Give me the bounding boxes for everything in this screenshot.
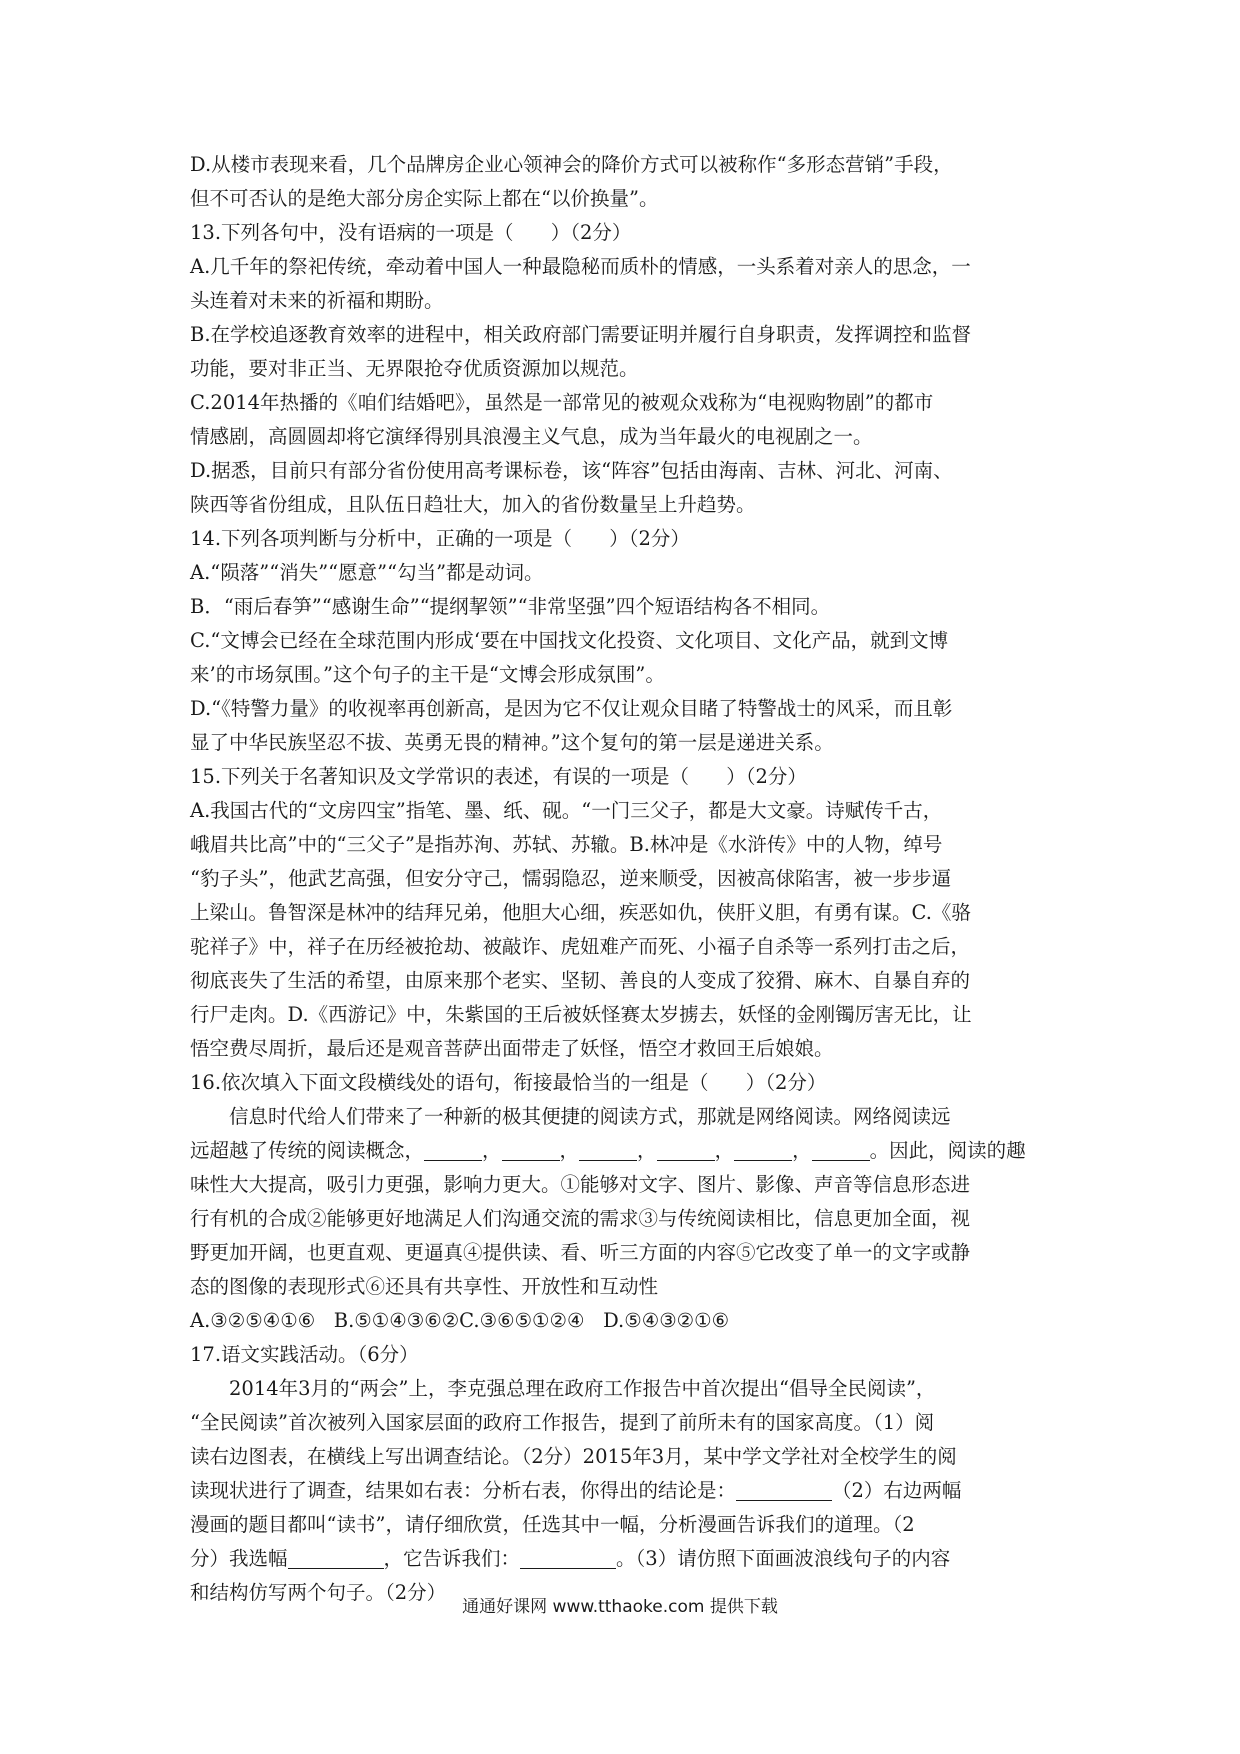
option-a-line: A.“陨落”“消失”“愿意”“勾当”都是动词。 (190, 561, 544, 584)
option-b-line: B．“雨后春笋”“感谢生命”“提纲挈领”“非常坚强”四个短语结构各不相同。 (190, 595, 831, 618)
option-d-line: 显了中华民族坚忍不拔、英勇无畏的精神。”这个复句的第一层是递进关系。 (190, 731, 834, 754)
separator: ， (714, 1139, 735, 1162)
text-line: 读右边图表，在横线上写出调查结论。（2分）2015年3月，某中学文学社对全校学生的阅 (190, 1445, 957, 1468)
question-16 (190, 1066, 1056, 1338)
option-a-line: A.几千年的祭祀传统，牵动着中国人一种最隐秘而质朴的情感，一头系着对亲人的思念，一 (190, 255, 971, 278)
text-line: “豹子头”，他武艺高强，但安分守己，懦弱隐忍，逆来顺受，因被高俅陷害，被一步步逼 (190, 867, 951, 890)
answer-options: A.③②⑤④①⑥ B.⑤①④③⑥②C.③⑥⑤①②④ D.⑤④③②①⑥ (190, 1309, 730, 1332)
separator: ， (559, 1139, 580, 1162)
separator: ， (637, 1139, 657, 1162)
text-line: 彻底丧失了生活的希望，由原来那个老实、坚韧、善良的人变成了狡猾、麻木、自暴自弃的 (190, 969, 971, 992)
fill-blank[interactable] (657, 1138, 715, 1161)
passage-line: 信息时代给人们带来了一种新的极其便捷的阅读方式，那就是网络阅读。网络阅读远 (229, 1105, 951, 1128)
question-stem: 15.下列关于名著知识及文学常识的表述，有误的一项是（ ）（2分） (190, 765, 807, 788)
fill-blank[interactable] (812, 1138, 870, 1161)
text-line: 漫画的题目都叫“读书”，请仔细欣赏，任选其中一幅，分析漫画告诉我们的道理。（2 (190, 1513, 915, 1536)
fill-blank[interactable] (579, 1138, 637, 1161)
text-line: A.我国古代的“文房四宝”指笔、墨、纸、砚。“一门三父子，都是大文豪。诗赋传千古， (190, 799, 943, 822)
text-line: 峨眉共比高”中的“三父子”是指苏洵、苏轼、苏辙。B.林冲是《水浒传》中的人物，绰号 (190, 833, 943, 856)
passage-text: 远超越了传统的阅读概念， (190, 1139, 425, 1162)
question-14 (190, 522, 1056, 760)
passage-line: 态的图像的表现形式⑥还具有共享性、开放性和互动性 (190, 1275, 659, 1298)
exam-page (190, 148, 1056, 1610)
fill-blank[interactable] (424, 1138, 482, 1161)
page-footer: 通通好课网 www.tthaoke.com 提供下载 (462, 1597, 778, 1617)
option-d-line: 陕西等省份组成，且队伍日趋壮大，加入的省份数量呈上升趋势。 (190, 493, 756, 516)
option-c-line: 来’的市场氛围。”这个句子的主干是“文博会形成氛围”。 (190, 663, 665, 686)
question-stem: 14.下列各项判断与分析中，正确的一项是（ ）（2分） (190, 527, 690, 550)
text-segment: 分）我选幅 (190, 1547, 288, 1570)
answer-blank[interactable] (736, 1478, 832, 1501)
text-segment: 读现状进行了调查，结果如右表：分析右表，你得出的结论是： (190, 1479, 737, 1502)
text-line: 悟空费尽周折，最后还是观音菩萨出面带走了妖怪，悟空才救回王后娘娘。 (190, 1037, 834, 1060)
text-line: 上梁山。鲁智深是林冲的结拜兄弟，他胆大心细，疾恶如仇，侠肝义胆，有勇有谋。C.《骆 (190, 901, 971, 924)
text-line-with-blank (190, 1474, 1056, 1508)
text-line-with-blanks (190, 1542, 1056, 1576)
fill-blank[interactable] (734, 1138, 792, 1161)
question-17 (190, 1338, 1056, 1610)
option-b-line: B.在学校追逐教育效率的进程中，相关政府部门需要证明并履行自身职责，发挥调控和监督 (190, 323, 972, 346)
question-12-option-d (190, 148, 1056, 216)
text-line: 驼祥子》中，祥子在历经被抢劫、被敲诈、虎妞难产而死、小福子自杀等一系列打击之后， (190, 935, 971, 958)
option-d-line: D.“《特警力量》的收视率再创新高，是因为它不仅让观众目睹了特警战士的风采，而且彰 (190, 697, 953, 720)
answer-blank[interactable] (288, 1546, 384, 1569)
fill-blank[interactable] (502, 1138, 560, 1161)
option-c-line: C.2014年热播的《咱们结婚吧》，虽然是一部常见的被观众戏称为“电视购物剧”的都市 (190, 391, 934, 414)
separator: ， (792, 1139, 812, 1162)
text-line: D.从楼市表现来看，几个品牌房企业心领神会的降价方式可以被称作“多形态营销”手段， (190, 153, 953, 176)
text-line: 但不可否认的是绝大部分房企实际上都在“以价换量”。 (190, 187, 659, 210)
question-stem: 13.下列各句中，没有语病的一项是（ ）（2分） (190, 221, 632, 244)
option-a-line: 头连着对未来的祈福和期盼。 (190, 289, 444, 312)
option-d-line: D.据悉，目前只有部分省份使用高考课标卷，该“阵容”包括由海南、吉林、河北、河南、 (190, 459, 953, 482)
answer-blank[interactable] (520, 1546, 616, 1569)
option-c-line: C.“文博会已经在全球范围内形成‘要在中国找文化投资、文化项目、文化产品，就到文博 (190, 629, 949, 652)
text-segment: 。（3）请仿照下面画波浪线句子的内容 (616, 1547, 951, 1570)
option-c-line: 情感剧，高圆圆却将它演绎得别具浪漫主义气息，成为当年最火的电视剧之一。 (190, 425, 873, 448)
passage-text: 。因此，阅读的趣 (869, 1139, 1026, 1162)
passage-line: 行有机的合成②能够更好地满足人们沟通交流的需求③与传统阅读相比，信息更加全面，视 (190, 1207, 971, 1230)
separator: ， (482, 1139, 502, 1162)
text-line: 行尸走肉。D.《西游记》中，朱紫国的王后被妖怪赛太岁掳去，妖怪的金刚镯厉害无比，让 (190, 1003, 972, 1026)
text-line: 和结构仿写两个句子。（2分） (190, 1581, 447, 1604)
passage-line: 味性大大提高，吸引力更强，影响力更大。①能够对文字、图片、影像、声音等信息形态进 (190, 1173, 971, 1196)
option-b-line: 功能，要对非正当、无界限抢夺优质资源加以规范。 (190, 357, 639, 380)
text-segment: （2）右边两幅 (832, 1479, 962, 1502)
passage-line: 野更加开阔，也更直观、更逼真④提供读、看、听三方面的内容⑤它改变了单一的文字或静 (190, 1241, 971, 1264)
question-15 (190, 760, 1056, 1066)
text-line: “全民阅读”首次被列入国家层面的政府工作报告，提到了前所未有的国家高度。（1）阅 (190, 1411, 935, 1434)
question-stem: 16.依次填入下面文段横线处的语句，衔接最恰当的一组是（ ）（2分） (190, 1071, 827, 1094)
text-line: 2014年3月的“两会”上，李克强总理在政府工作报告中首次提出“倡导全民阅读”， (229, 1377, 936, 1400)
passage-line-with-blanks (190, 1134, 1056, 1168)
question-stem: 17.语文实践活动。（6分） (190, 1343, 419, 1366)
text-segment: ，它告诉我们： (383, 1547, 521, 1570)
question-13 (190, 216, 1056, 522)
